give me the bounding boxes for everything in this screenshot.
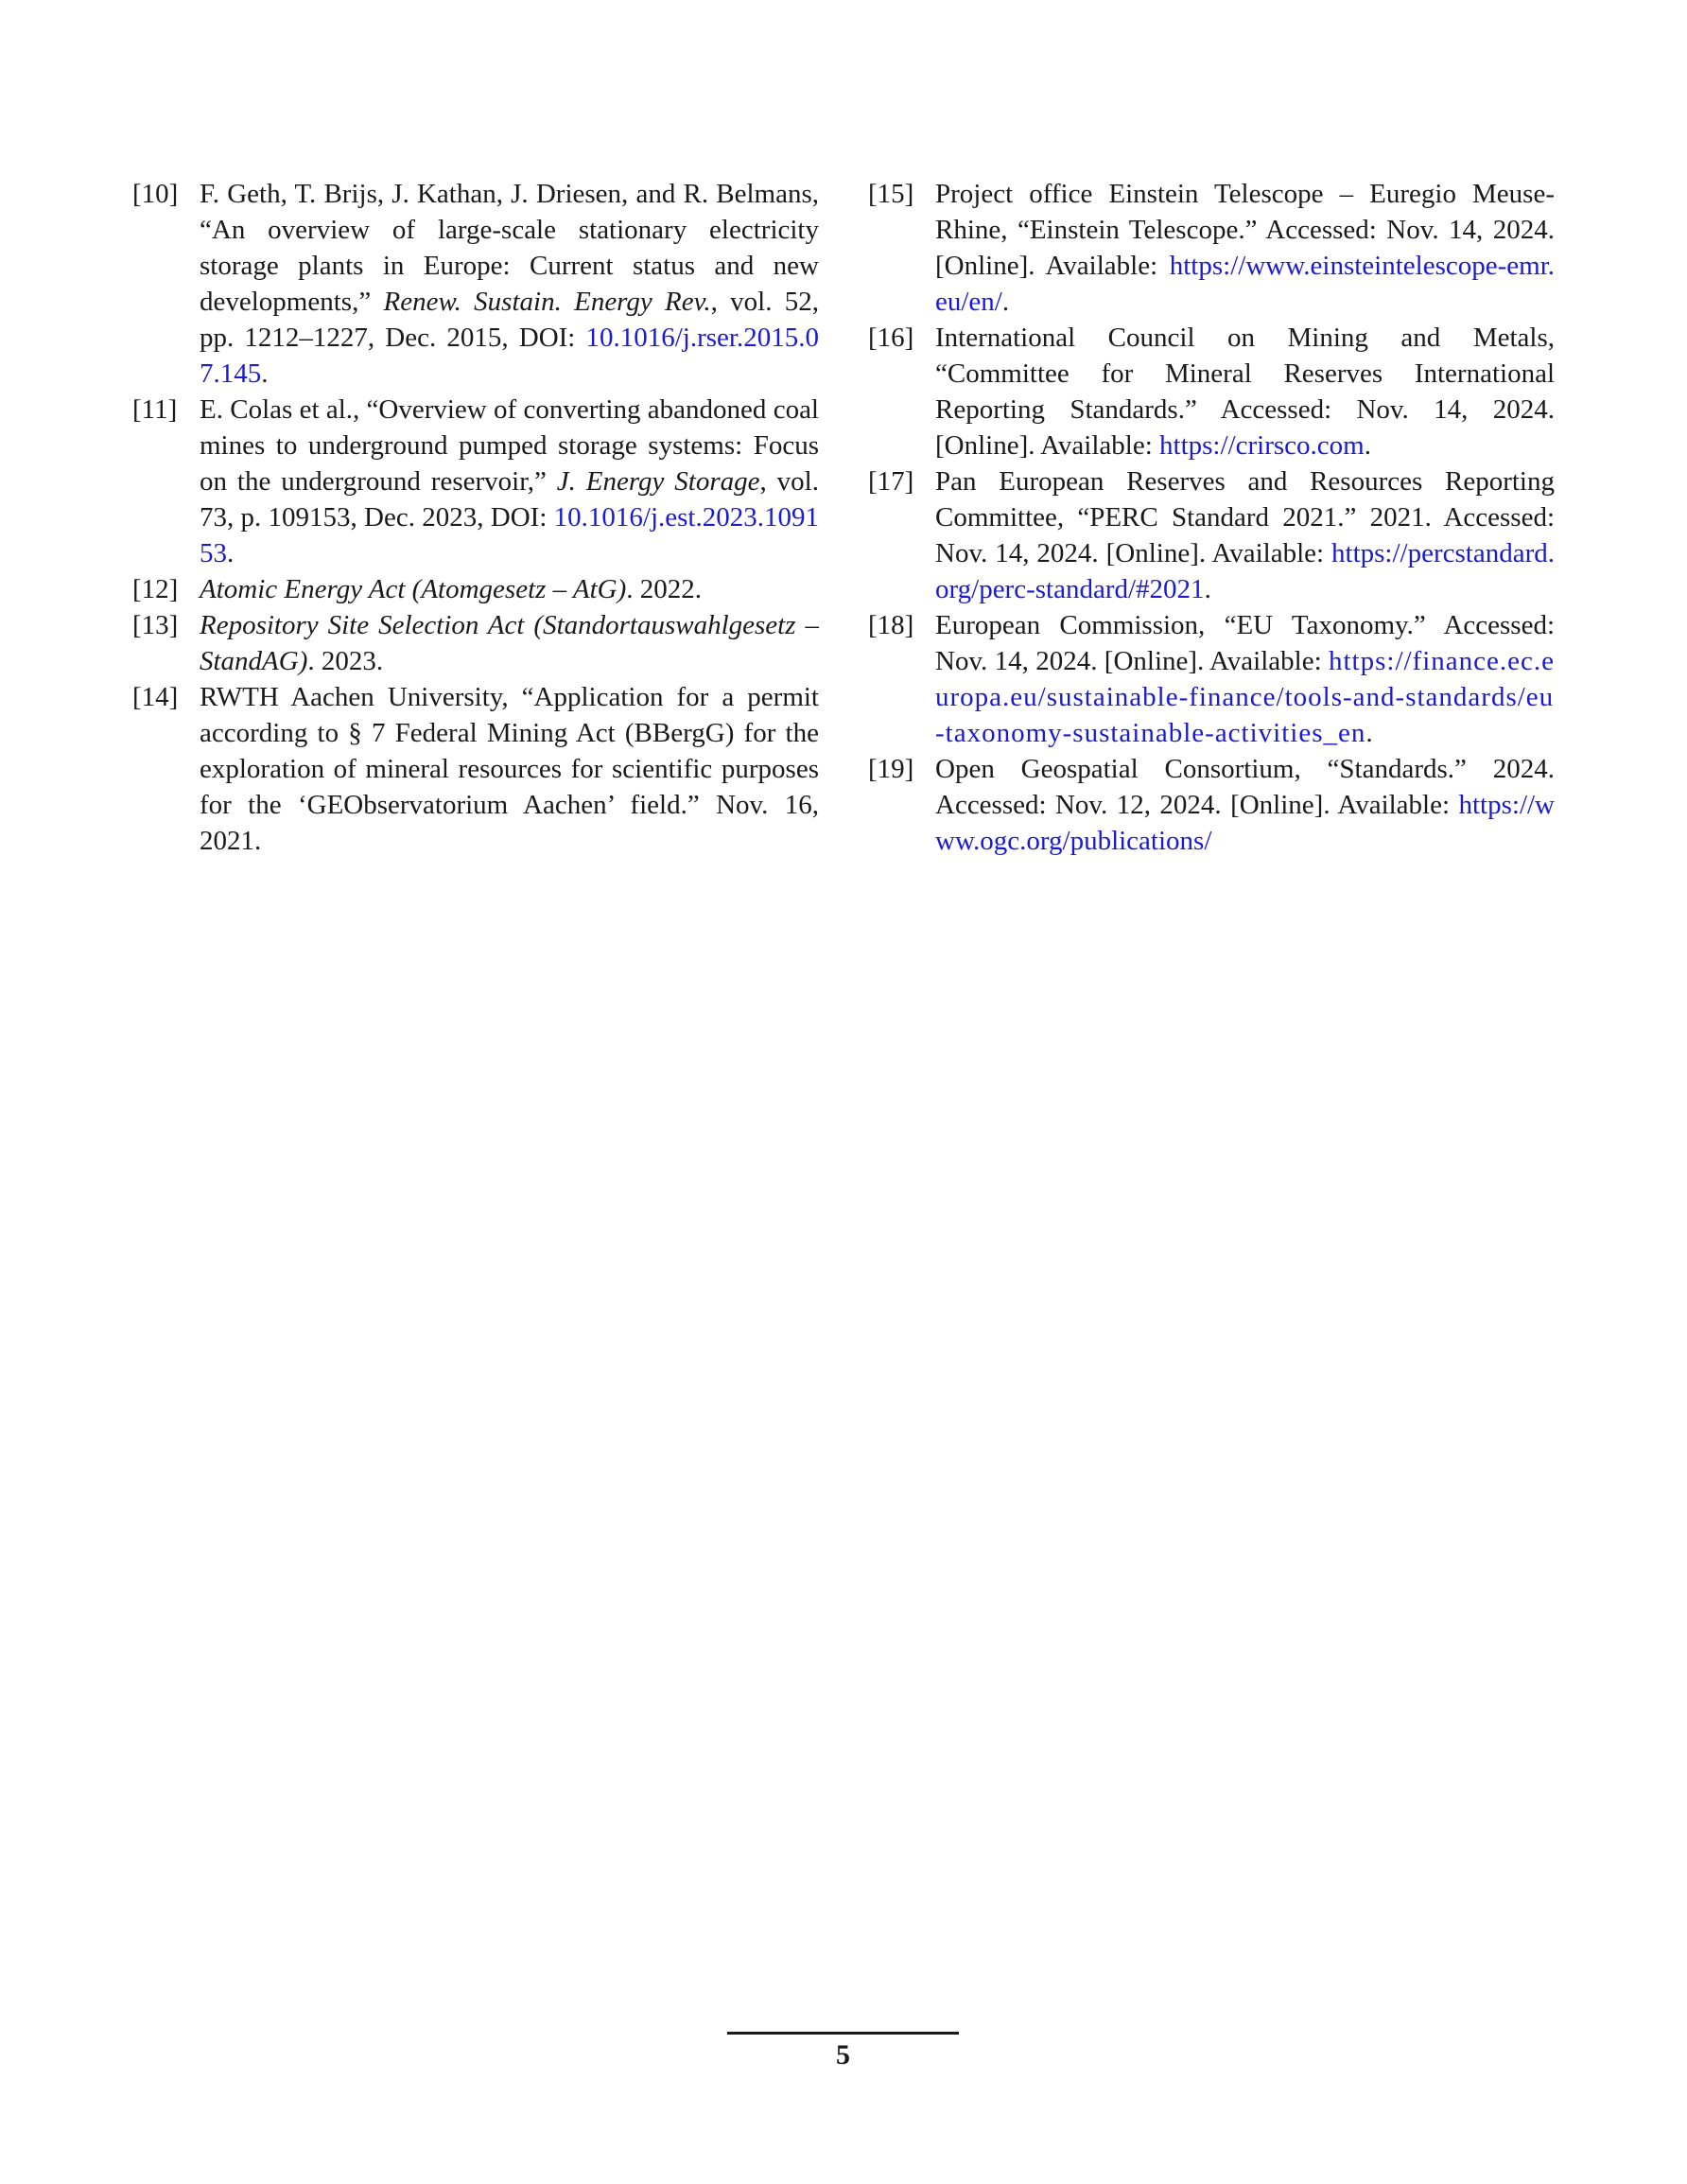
reference-number: [19]: [868, 754, 914, 784]
reference-number: [13]: [132, 610, 179, 640]
doi-link[interactable]: 10.1016/j.est.2023.109153: [200, 502, 819, 568]
reference-tail: .: [261, 358, 269, 389]
reference-number: [10]: [132, 179, 179, 209]
reference-tail: . 2022.: [626, 574, 703, 604]
reference-17: [868, 463, 1555, 607]
reference-text: RWTH Aachen University, “Application for a permit according to § 7 Federal Mining Act (BBergG) for the exploration of mineral resources for scientific purposes for the ‘GEObservatorium Aachen’ field.” Nov. 16, 2021.: [200, 682, 819, 856]
reference-16: [868, 320, 1555, 463]
reference-10: [132, 176, 819, 392]
reference-tail: .: [1001, 287, 1010, 317]
reference-text: Pan European Reserves and Resources Reporting Committee, “PERC Standard 2021.” 2021. Accessed: Nov. 14, 2024. [Online]. Available:: [935, 466, 1555, 568]
reference-tail: .: [1365, 718, 1373, 748]
reference-text: F. Geth, T. Brijs, J. Kathan, J. Driesen, and R. Belmans, “An overview of large-scale stationary electricity storage plants in Europe: Current status and new developments,”: [200, 179, 819, 317]
doi-link[interactable]: 10.1016/j.rser.2015.07.145: [200, 323, 819, 389]
reference-tail: .: [1364, 430, 1371, 461]
law-title: Atomic Energy Act (Atomgesetz – AtG): [200, 574, 627, 604]
url-link[interactable]: https://percstandard.org/perc-standard/#2021: [935, 538, 1555, 604]
reference-12: [132, 571, 819, 607]
reference-tail: . 2023.: [307, 646, 384, 676]
journal-title: J. Energy Storage: [556, 466, 760, 497]
reference-text: Open Geospatial Consortium, “Standards.” 2024. Accessed: Nov. 12, 2024. [Online]. Available:: [935, 754, 1555, 820]
journal-title: Renew. Sustain. Energy Rev.: [383, 287, 711, 317]
url-link[interactable]: https://www.ogc.org/publications/: [935, 790, 1555, 856]
reference-11: [132, 392, 819, 571]
reference-text: , vol. 52, pp. 1212–1227, Dec. 2015, DOI:: [200, 287, 819, 353]
reference-text: Project office Einstein Telescope – Euregio Meuse-Rhine, “Einstein Telescope.” Accessed: Nov. 14, 2024. [Online]. Available:: [935, 179, 1555, 281]
url-link[interactable]: https://finance.ec.europa.eu/sustainable-finance/tools-and-standards/eu-taxonomy-sustainable-activities_en: [935, 646, 1555, 748]
reference-14: [132, 679, 819, 859]
reference-number: [11]: [132, 394, 178, 425]
reference-number: [16]: [868, 323, 914, 353]
reference-tail: .: [227, 538, 235, 568]
reference-13: [132, 607, 819, 679]
url-link[interactable]: https://crirsco.com: [1159, 430, 1365, 461]
law-title: Repository Site Selection Act (Standortauswahlgesetz – StandAG): [200, 610, 819, 676]
reference-19: [868, 751, 1555, 859]
reference-number: [15]: [868, 179, 914, 209]
reference-text: , vol. 73, p. 109153, Dec. 2023, DOI:: [200, 466, 819, 533]
reference-number: [14]: [132, 682, 179, 712]
references-right-column: [868, 176, 1555, 859]
reference-text: E. Colas et al., “Overview of converting abandoned coal mines to underground pumped storage systems: Focus on the underground reservoir,”: [200, 394, 819, 497]
page-number: 5: [836, 2039, 850, 2070]
reference-text: European Commission, “EU Taxonomy.” Accessed: Nov. 14, 2024. [Online]. Available:: [935, 610, 1555, 676]
reference-text: International Council on Mining and Metals, “Committee for Mineral Reserves International Reporting Standards.” Accessed: Nov. 14, 2024. [Online]. Available:: [935, 323, 1555, 461]
reference-tail: .: [1204, 574, 1211, 604]
references-left-column: [132, 176, 819, 859]
reference-number: [12]: [132, 574, 179, 604]
reference-15: [868, 176, 1555, 320]
reference-18: [868, 607, 1555, 751]
url-link[interactable]: https://www.einsteintelescope-emr.eu/en/: [935, 251, 1555, 317]
reference-number: [18]: [868, 610, 914, 640]
reference-number: [17]: [868, 466, 914, 497]
footer-rule: [727, 2032, 959, 2035]
